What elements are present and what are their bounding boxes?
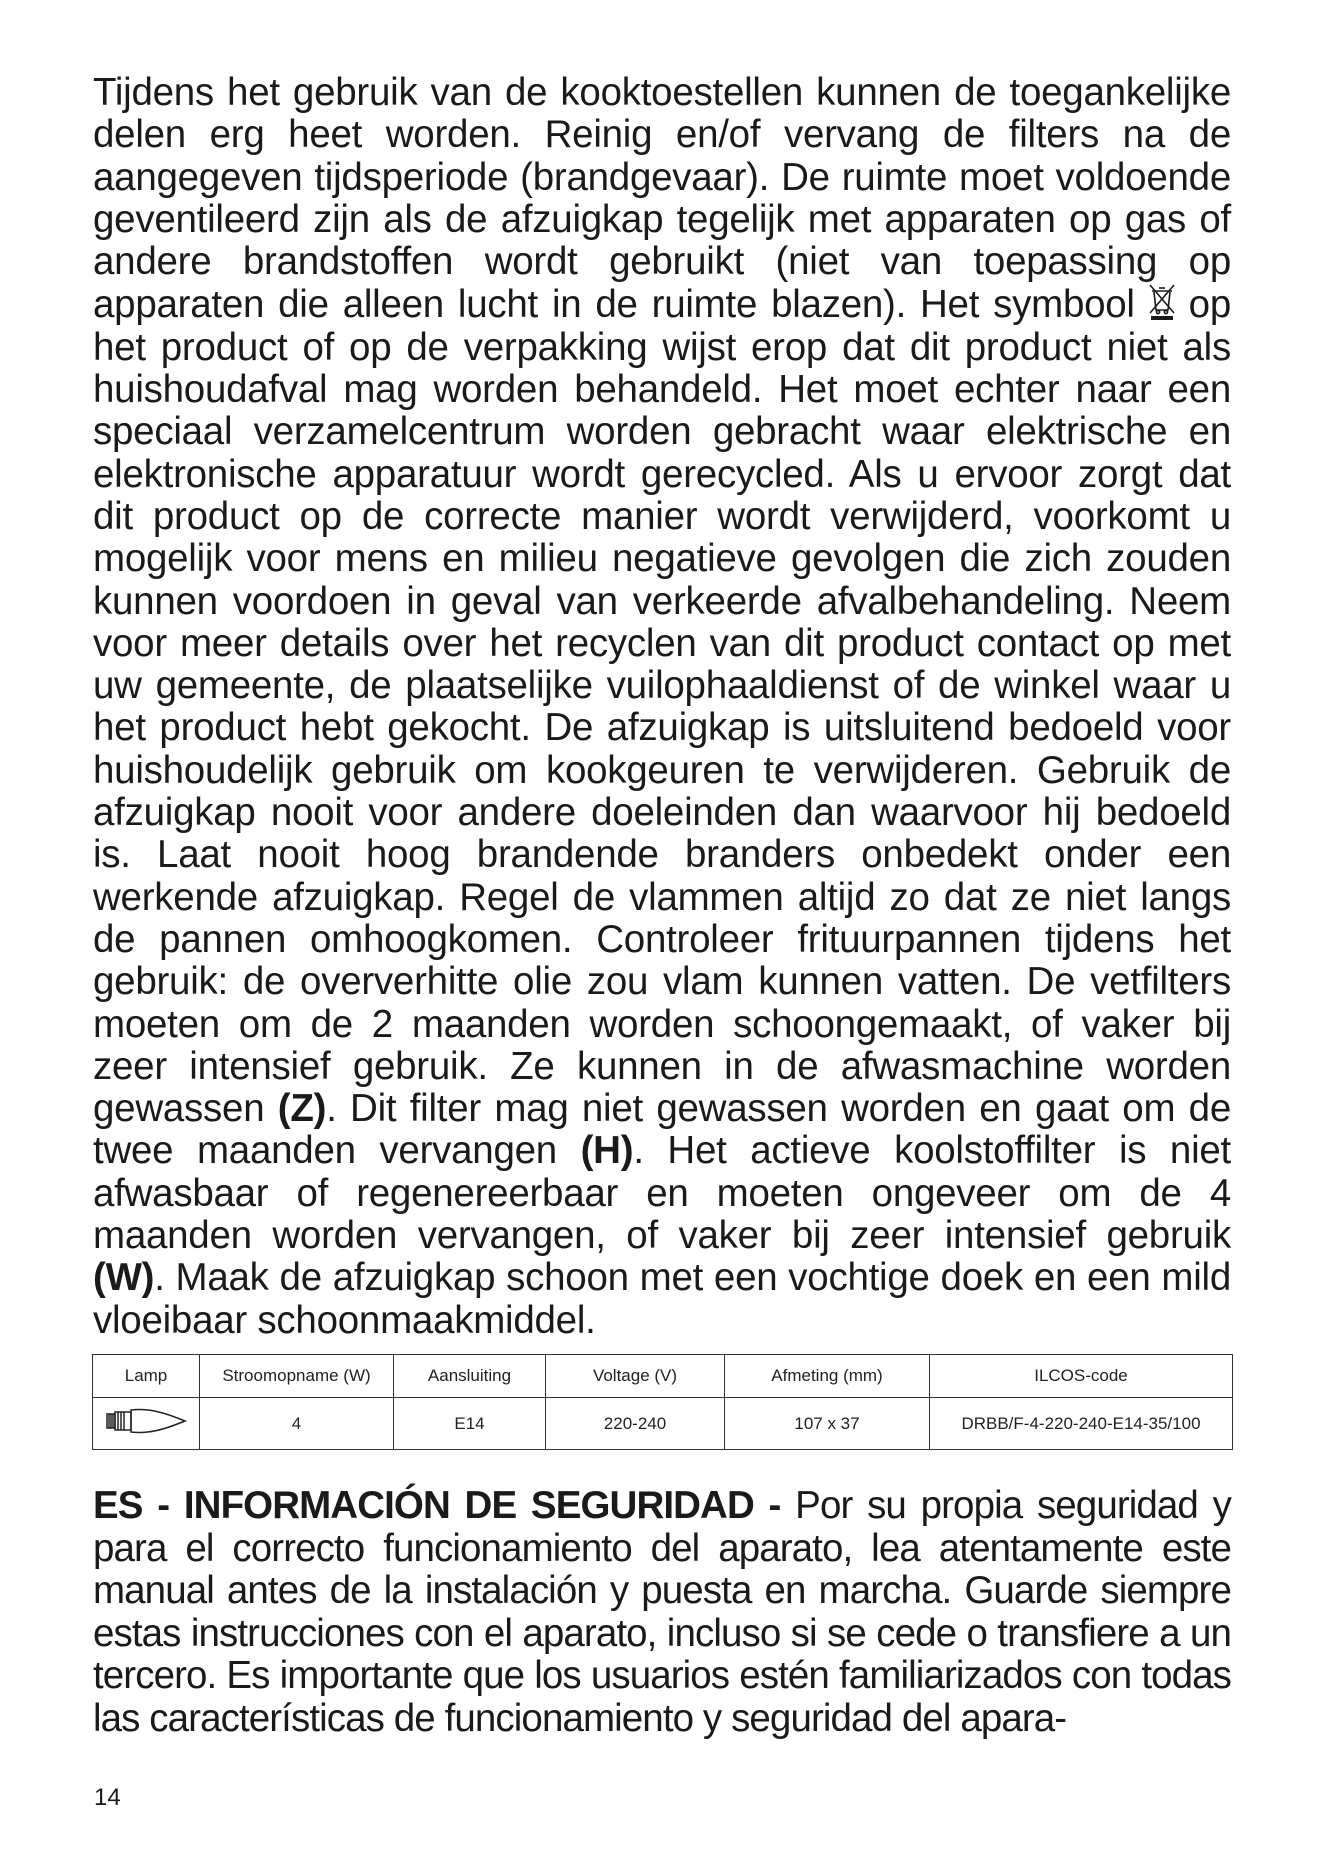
filter-h-label: (H)	[580, 1129, 634, 1173]
table-header: ILCOS-code	[930, 1355, 1233, 1398]
table-header: Voltage (V)	[546, 1355, 725, 1398]
lamp-cell	[93, 1398, 200, 1450]
text-part-4: . Het actieve koolstoffilter is niet afwasbaar of regenereerbaar en moeten ongeveer om de 4 maanden worden vervangen, of vaker bij zeer intensief gebruik	[93, 1129, 1231, 1258]
table-cell: 107 x 37	[725, 1398, 930, 1450]
table-header: Aansluiting	[394, 1355, 546, 1398]
table-cell: 220-240	[546, 1398, 725, 1450]
page-number: 14	[94, 1784, 121, 1811]
table-header: Stroomopname (W)	[200, 1355, 394, 1398]
table-cell: E14	[394, 1398, 546, 1450]
text-part-5: . Maak de afzuigkap schoon met een vochtige doek en een mild vloeibaar schoonmaakmiddel.	[93, 1256, 1231, 1342]
spanish-paragraph	[93, 1485, 1231, 1741]
filter-w-label: (W)	[93, 1256, 155, 1300]
text-part-1: Tijdens het gebruik van de kooktoestellen kunnen de toegankelijke delen erg heet worden. Reinig en/of vervang de filters na de aangegeven tijdsperiode (brandgevaar). De ruimte moet voldoende geventileerd zijn als de afzuigkap tegelijk met apparaten op gas of andere brandstoffen wordt gebruikt (niet van toepassing op apparaten die alleen lucht in de ruimte blazen). Het symbool	[93, 71, 1231, 327]
table-header: Afmeting (mm)	[725, 1355, 930, 1398]
es-heading: ES - INFORMACIÓN DE SEGURIDAD -	[93, 1484, 781, 1527]
dutch-safety-text	[93, 72, 1231, 1342]
dutch-paragraph	[93, 72, 1231, 1342]
candle-bulb-icon	[103, 1404, 189, 1438]
table-header: Lamp	[93, 1355, 200, 1398]
table-cell: 4	[200, 1398, 394, 1450]
lamp-spec-table	[92, 1354, 1233, 1450]
es-text: Por su propia seguridad y para el correcto funcionamiento del aparato, lea atentamente este manual antes de la instalación y puesta en marcha. Guarde siempre estas instrucciones con el aparato, incluso si se cede o transfiere a un tercero. Es importante que los usuarios estén familiarizados con todas las características de funcionamiento y seguridad del apara-	[93, 1484, 1231, 1740]
text-part-2: op het product of op de verpakking wijst erop dat dit product niet als huishoudafval mag worden behandeld. Het moet echter naar een speciaal verzamelcentrum worden gebracht waar elektrische en elektronische apparatuur wordt gerecycled. Als u ervoor zorgt dat dit product op de correcte manier wordt verwijderd, voorkomt u mogelijk voor mens en milieu negatieve gevolgen die zich zouden kunnen voordoen in geval van verkeerde afvalbehandeling. Neem voor meer details over het recyclen van dit product contact op met uw gemeente, de plaatselijke vuilophaaldienst of de winkel waar u het product hebt gekocht. De afzuigkap is uitsluitend bedoeld voor huishoudelijk gebruik om kookgeuren te verwijderen. Gebruik de afzuigkap nooit voor andere doeleinden dan waarvoor hij bedoeld is. Laat nooit hoog brandende branders onbedekt onder een werkende afzuigkap. Regel de vlammen altijd zo dat ze niet langs de pannen omhoogkomen. Controleer frituurpannen tijdens het gebruik: de oververhitte olie zou vlam kunnen vatten. De vetfilters moeten om de 2 maanden worden schoongemaakt, of vaker bij zeer intensief gebruik. Ze kunnen in de afwasmachine worden gewassen	[93, 283, 1231, 1131]
spanish-safety-section	[93, 1485, 1231, 1741]
table-row	[93, 1398, 1233, 1450]
table-header-row	[93, 1355, 1233, 1398]
table-cell: DRBB/F-4-220-240-E14-35/100	[930, 1398, 1233, 1450]
text-part-3: . Dit filter mag niet gewassen worden en gaat om de twee maanden vervangen	[93, 1087, 1231, 1173]
weee-bin-icon	[1149, 283, 1175, 321]
filter-z-label: (Z)	[277, 1087, 327, 1131]
